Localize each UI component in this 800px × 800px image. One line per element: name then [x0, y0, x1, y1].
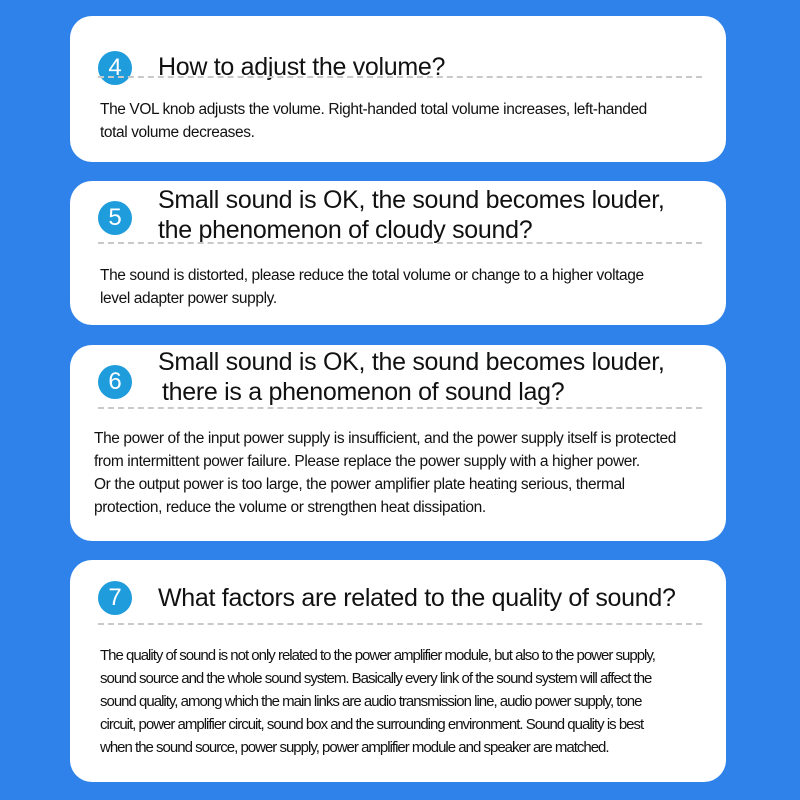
faq-card-4	[70, 16, 726, 162]
faq-answer-4: The VOL knob adjusts the volume. Right-handed total volume increases, left-handed total volume decreases.	[100, 101, 647, 141]
number-6-icon: 6	[98, 365, 132, 399]
faq-question-4: How to adjust the volume?	[158, 53, 446, 81]
number-5-icon: 5	[98, 201, 132, 235]
faq-question-5: Small sound is OK, the sound becomes louder, the phenomenon of cloudy sound?	[158, 186, 665, 244]
faq-answer-7: The quality of sound is not only related to the power amplifier module, but also to the power supply, sound source and the whole sound system. Basically every link of the sound system will affect the sound quality, among which the main links are audio transmission line, audio power supply, tone circuit, power amplifier circuit, sound box and the surrounding environment. Sound quality is best when the sound source, power supply, power amplifier module and speaker are matched.	[100, 647, 655, 756]
faq-card-5	[70, 181, 726, 325]
divider	[98, 76, 702, 78]
number-4-icon: 4	[98, 51, 132, 85]
divider	[98, 623, 702, 625]
faq-answer-6: The power of the input power supply is insufficient, and the power supply itself is protected from intermittent power failure. Please replace the power supply with a higher power. Or the output power is too large, the power amplifier plate heating serious, thermal protection, reduce the volume or strengthen heat dissipation.	[94, 430, 676, 516]
faq-card-7	[70, 560, 726, 782]
divider	[98, 242, 702, 244]
faq-answer-5: The sound is distorted, please reduce the total volume or change to a higher voltage level adapter power supply.	[100, 267, 644, 307]
faq-card-6	[70, 345, 726, 541]
divider	[98, 407, 702, 409]
number-7-icon: 7	[98, 581, 132, 615]
faq-question-6: Small sound is OK, the sound becomes louder, there is a phenomenon of sound lag?	[158, 348, 665, 406]
faq-question-7: What factors are related to the quality of sound?	[158, 584, 676, 612]
